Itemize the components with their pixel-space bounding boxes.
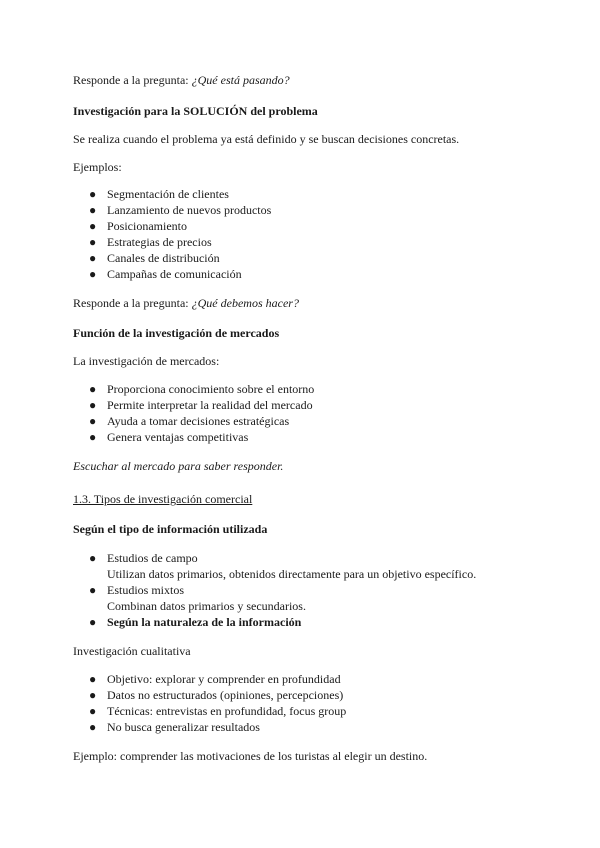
bullet-icon: ● xyxy=(89,551,97,565)
bullet-icon: ● xyxy=(89,203,97,217)
bullet-icon: ● xyxy=(89,720,97,734)
funcion-list xyxy=(73,381,533,445)
bullet-icon: ● xyxy=(89,414,97,428)
section-heading-1-3: 1.3. Tipos de investigación comercial xyxy=(73,492,253,506)
bullet-icon: ● xyxy=(89,382,97,396)
list-item: ● Posicionamiento xyxy=(89,219,187,233)
list-item xyxy=(73,582,533,614)
item-description: Utilizan datos primarios, obtenidos directamente para un objetivo específico. xyxy=(107,567,477,581)
bullet-icon: ● xyxy=(89,187,97,201)
item-title: Estudios mixtos xyxy=(107,583,185,597)
bullet-icon: ● xyxy=(89,583,97,597)
list-item: ● Ayuda a tomar decisiones estratégicas xyxy=(89,414,290,428)
bullet-icon: ● xyxy=(89,398,97,412)
bullet-icon: ● xyxy=(89,235,97,249)
ejemplos-label: Ejemplos: xyxy=(73,160,122,174)
question-italic: ¿Qué debemos hacer? xyxy=(191,296,299,310)
question-que-hacer xyxy=(73,295,299,311)
bullet-icon: ● xyxy=(89,430,97,444)
list-item: ● No busca generalizar resultados xyxy=(89,720,260,734)
list-item: ● Segmentación de clientes xyxy=(89,187,229,201)
bullet-icon: ● xyxy=(89,672,97,686)
list-item xyxy=(73,614,533,630)
bullet-icon: ● xyxy=(89,704,97,718)
quote-escuchar: Escuchar al mercado para saber responder. xyxy=(73,459,284,473)
paragraph-funcion: La investigación de mercados: xyxy=(73,354,220,368)
list-item: ● Datos no estructurados (opiniones, percepciones) xyxy=(89,688,344,702)
item-description: Combinan datos primarios y secundarios. xyxy=(107,599,306,613)
bullet-icon: ● xyxy=(89,251,97,265)
list-item: ● Permite interpretar la realidad del mercado xyxy=(89,398,313,412)
question-que-pasa xyxy=(73,72,290,88)
cualitativa-list xyxy=(73,671,533,735)
bullet-icon: ● xyxy=(89,688,97,702)
cualitativa-label: Investigación cualitativa xyxy=(73,644,191,658)
heading-solucion: Investigación para la SOLUCIÓN del problema xyxy=(73,104,318,118)
list-item: ● Lanzamiento de nuevos productos xyxy=(89,203,272,217)
question-italic: ¿Qué está pasando? xyxy=(191,73,290,87)
list-item xyxy=(73,550,533,582)
bullet-icon: ● xyxy=(89,267,97,281)
question-prefix: Responde a la pregunta: xyxy=(73,73,192,87)
item-title: Estudios de campo xyxy=(107,551,198,565)
paragraph-solucion: Se realiza cuando el problema ya está definido y se buscan decisiones concretas. xyxy=(73,132,460,146)
bullet-icon: ● xyxy=(89,615,97,629)
list-item: ● Técnicas: entrevistas en profundidad, focus group xyxy=(89,704,347,718)
list-item: ● Campañas de comunicación xyxy=(89,267,242,281)
list-item: ● Proporciona conocimiento sobre el entorno xyxy=(89,382,315,396)
bullet-icon: ● xyxy=(89,219,97,233)
question-prefix: Responde a la pregunta: xyxy=(73,296,192,310)
heading-funcion: Función de la investigación de mercados xyxy=(73,326,280,340)
list-item: ● Canales de distribución xyxy=(89,251,220,265)
heading-tipo-informacion: Según el tipo de información utilizada xyxy=(73,522,268,536)
tipo-list xyxy=(73,550,533,630)
ejemplos-list xyxy=(73,186,533,282)
list-item: ● Objetivo: explorar y comprender en profundidad xyxy=(89,672,341,686)
item-title-bold: Según la naturaleza de la información xyxy=(107,615,302,629)
list-item: ● Genera ventajas competitivas xyxy=(89,430,249,444)
ejemplo-final: Ejemplo: comprender las motivaciones de los turistas al elegir un destino. xyxy=(73,749,428,763)
list-item: ● Estrategias de precios xyxy=(89,235,212,249)
